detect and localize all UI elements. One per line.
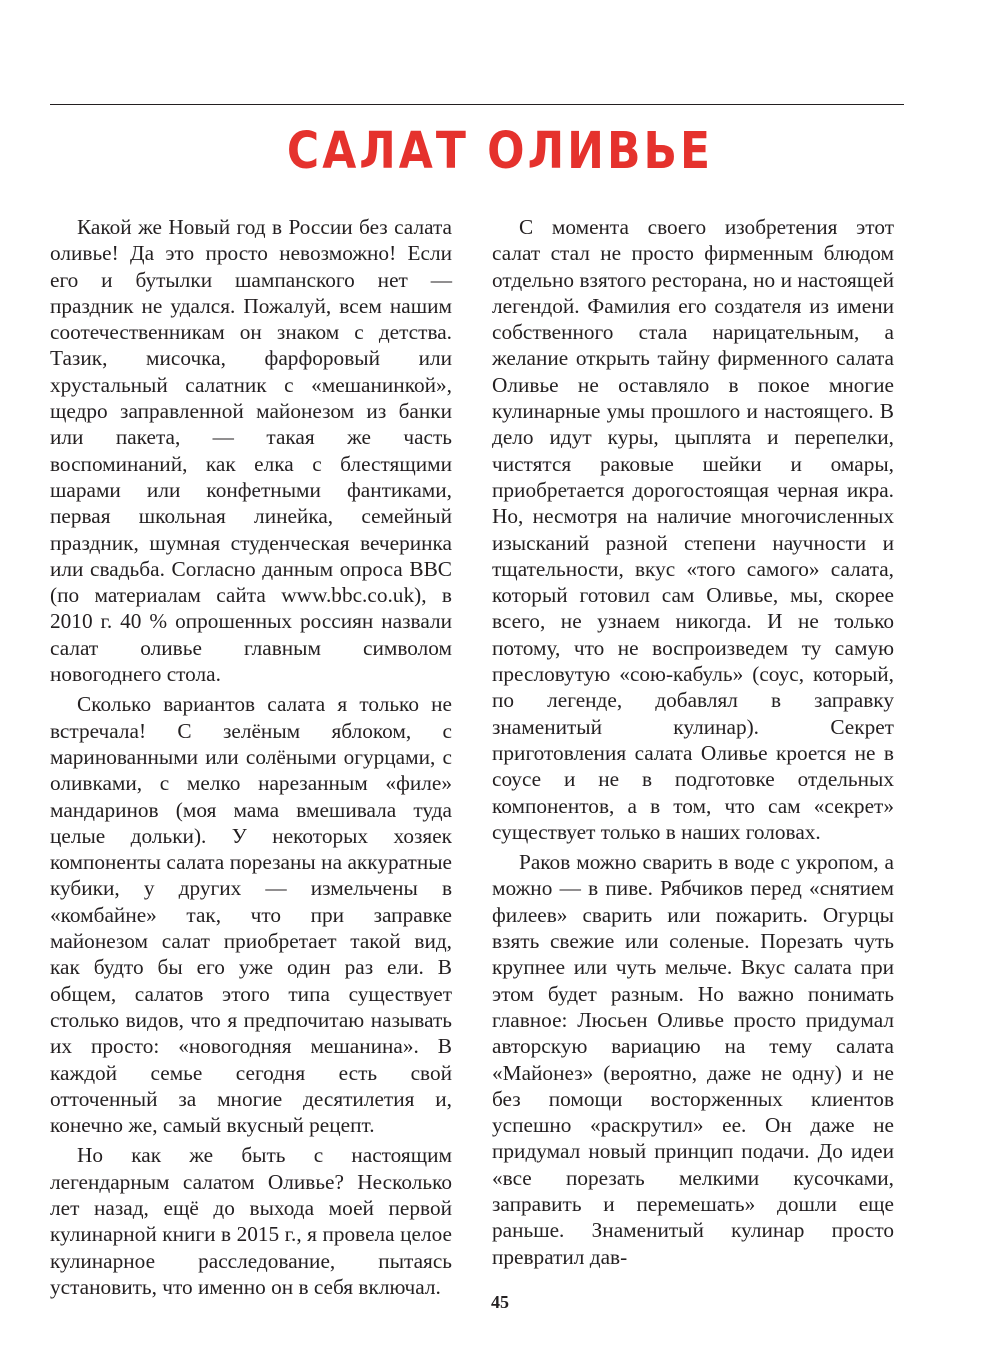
paragraph: Но как же быть с настоящим легендарным салатом Оливье? Несколько лет назад, ещё до выхода моей первой кулинарной книги в 2015 г., я провела целое кулинарное расследование, пытаясь установить, что именно он в себя включал. — [50, 1143, 452, 1299]
paragraph: Раков можно сварить в воде с укропом, а можно — в пиве. Рябчиков перед «снятием филеев» сварить или пожарить. Огурцы взять свежие или соленые. Порезать чуть крупнее или чуть мельче. Вкус салата при этом будет разным. Но важно понимать главное: Люсьен Оливье просто придумал авторскую вариацию на тему салата «Майонез» (вероятно, даже не одну) и не без помощи восторженных клиентов успешно «раскрутил» ее. Он даже не придумал новый принцип подачи. До идеи «все порезать мелкими кусочками, заправить и перемешать» дошли еще раньше. Знаменитый кулинар просто превратил дав- — [492, 850, 894, 1269]
page-title: САЛАТ ОЛИВЬЕ — [286, 122, 714, 181]
paragraph: Какой же Новый год в России без салата оливье! Да это просто невозможно! Если его и бутылки шампанского нет — праздник не удался. Пожалуй, всем нашим соотечественникам он знаком с детства. Тазик, мисочка, фарфоровый или хрустальный салатник с «мешанинкой», щедро заправленной майонезом из банки или пакета, — такая же часть воспоминаний, как елка с блестящими шарами или конфетными фантиками, первая школьная линейка, семейный праздник, шумная студенческая вечеринка или свадьба. Согласно данным опроса BBC (по материалам сайта www.bbc.co.uk), в 2010 г. 40 % опрошенных россиян назвали салат оливье главным символом новогоднего стола. — [50, 215, 452, 687]
right-column — [492, 214, 894, 1274]
paragraph: Сколько вариантов салата я только не встречала! С зелёным яблоком, с маринованными или солёными огурцами, с оливками, с мелко нарезанным «филе» мандаринов (моя мама вмешивала туда целые дольки). У некоторых хозяек компоненты салата порезаны на аккуратные кубики, у других — измельчены в «комбайне» так, что при заправке майонезом салат приобретает такой вид, как будто бы его уже один раз ели. В общем, салатов этого типа существует столько видов, что я предпочитаю называть их просто: «новогодняя мешанина». В каждой семье сегодня есть свой отточенный за многие десятилетия и, конечно же, самый вкусный рецепт. — [50, 692, 452, 1138]
left-column — [50, 214, 452, 1304]
page-number: 45 — [491, 1292, 509, 1312]
header-rule — [50, 104, 904, 105]
paragraph: С момента своего изобретения этот салат стал не просто фирменным блюдом отдельно взятого ресторана, но и настоящей легендой. Фамилия его создателя из имени собственного стала нарицательным, а желание открыть тайну фирменного салата Оливье не оставляло в покое многие кулинарные умы прошлого и настоящего. В дело идут куры, цыплята и перепелки, чистятся раковые шейки и омары, приобретается дорогостоящая черная икра. Но, несмотря на наличие многочисленных изысканий разной степени научности и тщательности, вкус «того самого» салата, который готовил сам Оливье, мы, скорее всего, не узнаем никогда. И не только потому, что не воспроизведем ту самую пресловутую «сою-кабуль» (соус, который, по легенде, добавлял в заправку знаменитый кулинар). Секрет приготовления салата Оливье кроется не в соусе и не в подготовке отдельных компонентов, а в том, что сам «секрет» существует только в наших головах. — [492, 215, 894, 844]
